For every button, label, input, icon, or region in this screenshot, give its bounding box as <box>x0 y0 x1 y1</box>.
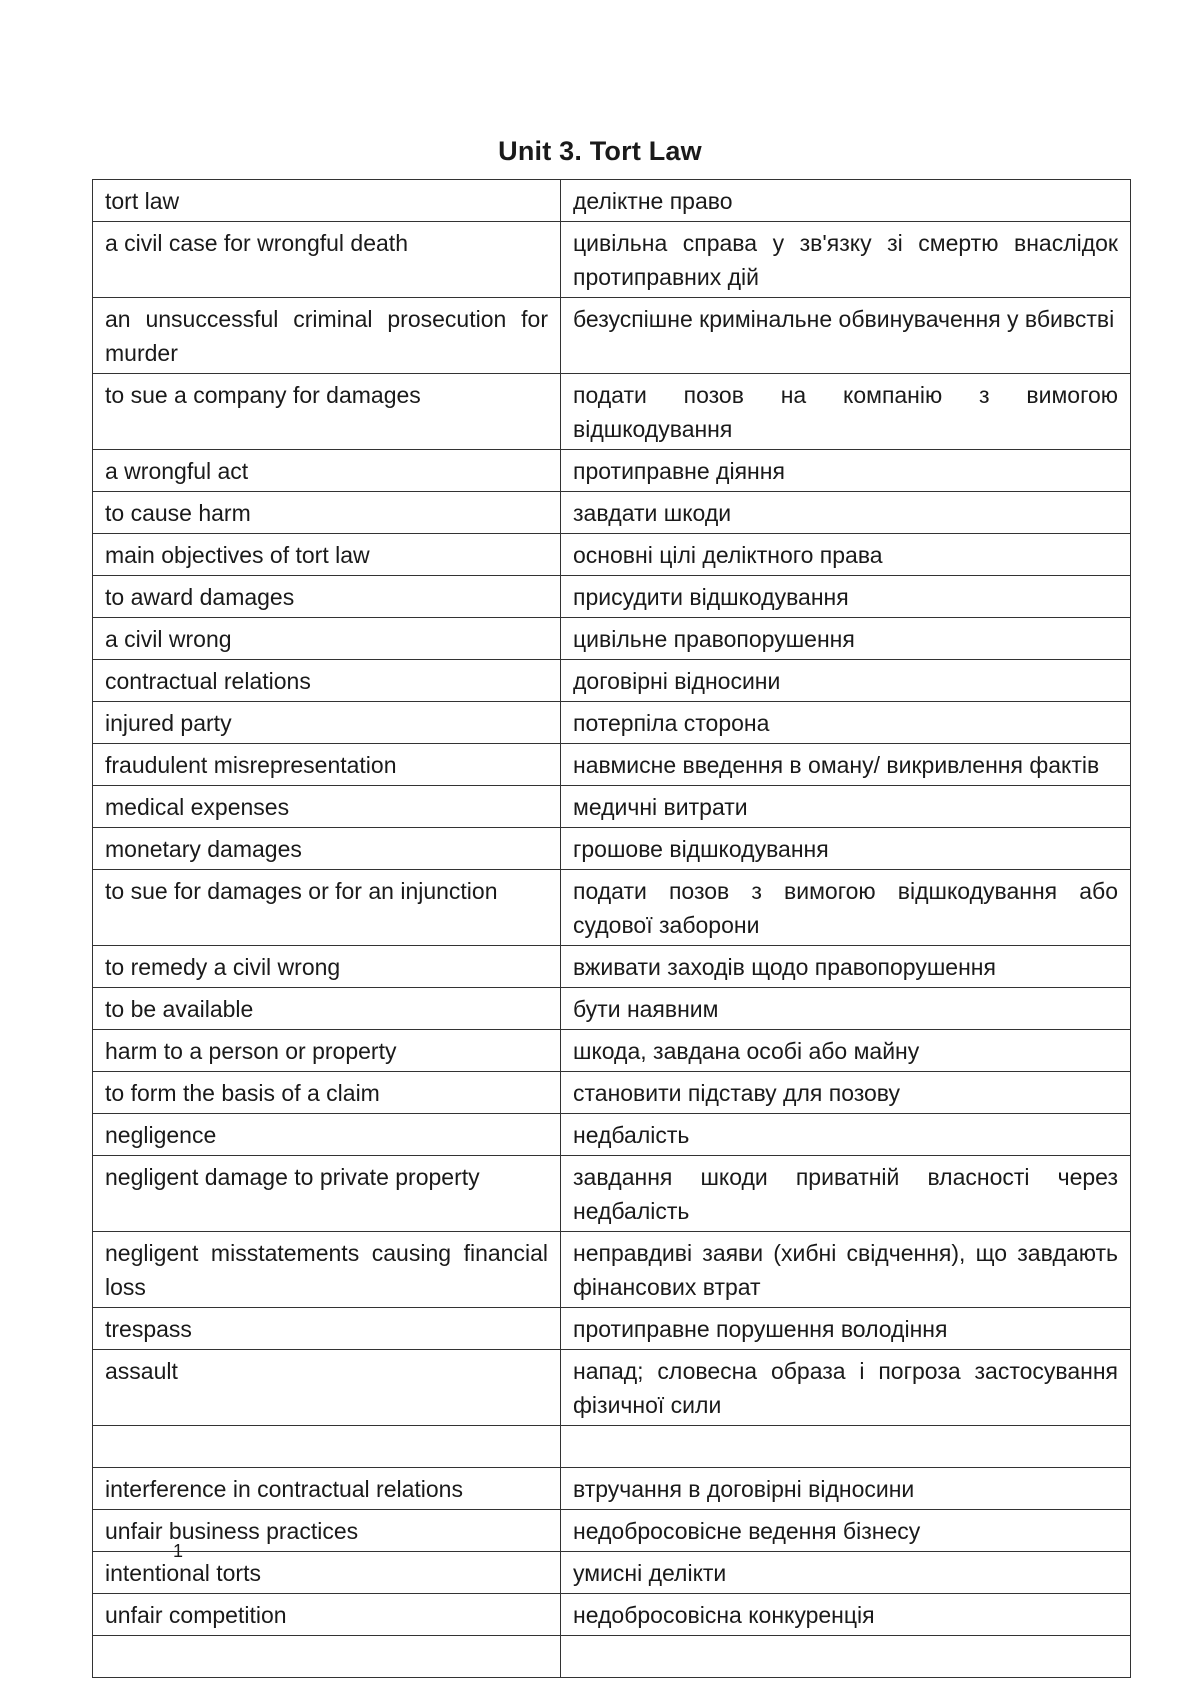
page-title: Unit 3. Tort Law <box>498 136 702 167</box>
glossary-row <box>93 702 1131 744</box>
term-ukrainian: цивільна справа у зв'язку зі смертю внаслідок протиправних дій <box>561 222 1131 298</box>
glossary-row <box>93 450 1131 492</box>
term-ukrainian <box>561 1636 1131 1678</box>
term-ukrainian: умисні делікти <box>561 1552 1131 1594</box>
term-english: tort law <box>93 180 561 222</box>
glossary-body <box>93 180 1131 1678</box>
term-ukrainian: потерпіла сторона <box>561 702 1131 744</box>
term-english: injured party <box>93 702 561 744</box>
term-ukrainian: недобросовісне ведення бізнесу <box>561 1510 1131 1552</box>
term-english: negligence <box>93 1114 561 1156</box>
term-ukrainian: завдати шкоди <box>561 492 1131 534</box>
term-ukrainian: основні цілі деліктного права <box>561 534 1131 576</box>
term-english <box>93 1636 561 1678</box>
glossary-row <box>93 298 1131 374</box>
term-ukrainian: подати позов на компанію з вимогою відшкодування <box>561 374 1131 450</box>
page-number: 1 <box>173 1541 184 1561</box>
term-ukrainian: вживати заходів щодо правопорушення <box>561 946 1131 988</box>
term-ukrainian: деліктне право <box>561 180 1131 222</box>
glossary-row <box>93 1636 1131 1678</box>
term-ukrainian: безуспішне кримінальне обвинувачення у вбивстві <box>561 298 1131 374</box>
term-ukrainian: неправдиві заяви (хибні свідчення), що завдають фінансових втрат <box>561 1232 1131 1308</box>
term-english: assault <box>93 1350 561 1426</box>
glossary-row <box>93 180 1131 222</box>
glossary-row <box>93 946 1131 988</box>
term-english <box>93 1426 561 1468</box>
term-english: negligent damage to private property <box>93 1156 561 1232</box>
glossary-row <box>93 660 1131 702</box>
glossary-row <box>93 222 1131 298</box>
glossary-row <box>93 492 1131 534</box>
term-ukrainian <box>561 1426 1131 1468</box>
term-ukrainian: навмисне введення в оману/ викривлення фактів <box>561 744 1131 786</box>
term-english: intentional torts <box>93 1552 561 1594</box>
glossary-row <box>93 1114 1131 1156</box>
term-ukrainian: шкода, завдана особі або майну <box>561 1030 1131 1072</box>
term-english: unfair competition <box>93 1594 561 1636</box>
term-english: contractual relations <box>93 660 561 702</box>
term-ukrainian: втручання в договірні відносини <box>561 1468 1131 1510</box>
term-english: medical expenses <box>93 786 561 828</box>
glossary-row <box>93 534 1131 576</box>
term-english: an unsuccessful criminal prosecution for murder <box>93 298 561 374</box>
term-english: fraudulent misrepresentation <box>93 744 561 786</box>
term-english: unfair business practices <box>93 1510 561 1552</box>
term-ukrainian: напад; словесна образа і погроза застосування фізичної сили <box>561 1350 1131 1426</box>
term-ukrainian: присудити відшкодування <box>561 576 1131 618</box>
glossary-row <box>93 1510 1131 1552</box>
term-english: a wrongful act <box>93 450 561 492</box>
term-english: a civil wrong <box>93 618 561 660</box>
term-english: trespass <box>93 1308 561 1350</box>
term-english: interference in contractual relations <box>93 1468 561 1510</box>
glossary-row <box>93 870 1131 946</box>
term-ukrainian: недбалість <box>561 1114 1131 1156</box>
term-english: to award damages <box>93 576 561 618</box>
term-english: main objectives of tort law <box>93 534 561 576</box>
glossary-row <box>93 1308 1131 1350</box>
term-ukrainian: становити підставу для позову <box>561 1072 1131 1114</box>
term-ukrainian: завдання шкоди приватній власності через недбалість <box>561 1156 1131 1232</box>
glossary-row <box>93 828 1131 870</box>
term-ukrainian: договірні відносини <box>561 660 1131 702</box>
term-english: a civil case for wrongful death <box>93 222 561 298</box>
glossary-row <box>93 374 1131 450</box>
glossary-table <box>92 179 1131 1678</box>
term-ukrainian: грошове відшкодування <box>561 828 1131 870</box>
term-english: to be available <box>93 988 561 1030</box>
glossary-row <box>93 1468 1131 1510</box>
term-ukrainian: бути наявним <box>561 988 1131 1030</box>
glossary-row <box>93 576 1131 618</box>
term-english: to sue a company for damages <box>93 374 561 450</box>
term-ukrainian: недобросовісна конкуренція <box>561 1594 1131 1636</box>
glossary-row <box>93 1156 1131 1232</box>
glossary-row <box>93 988 1131 1030</box>
term-english: to sue for damages or for an injunction <box>93 870 561 946</box>
glossary-row <box>93 1072 1131 1114</box>
term-ukrainian: протиправне діяння <box>561 450 1131 492</box>
term-ukrainian: цивільне правопорушення <box>561 618 1131 660</box>
glossary-row <box>93 1594 1131 1636</box>
glossary-row <box>93 618 1131 660</box>
glossary-row <box>93 1232 1131 1308</box>
glossary-row <box>93 1552 1131 1594</box>
term-english: monetary damages <box>93 828 561 870</box>
glossary-row <box>93 786 1131 828</box>
glossary-row <box>93 1350 1131 1426</box>
glossary-row <box>93 1426 1131 1468</box>
term-english: to cause harm <box>93 492 561 534</box>
glossary-row <box>93 1030 1131 1072</box>
term-english: to form the basis of a claim <box>93 1072 561 1114</box>
term-english: to remedy a civil wrong <box>93 946 561 988</box>
term-ukrainian: медичні витрати <box>561 786 1131 828</box>
term-english: harm to a person or property <box>93 1030 561 1072</box>
term-ukrainian: протиправне порушення володіння <box>561 1308 1131 1350</box>
glossary-row <box>93 744 1131 786</box>
term-ukrainian: подати позов з вимогою відшкодування або судової заборони <box>561 870 1131 946</box>
term-english: negligent misstatements causing financial loss <box>93 1232 561 1308</box>
